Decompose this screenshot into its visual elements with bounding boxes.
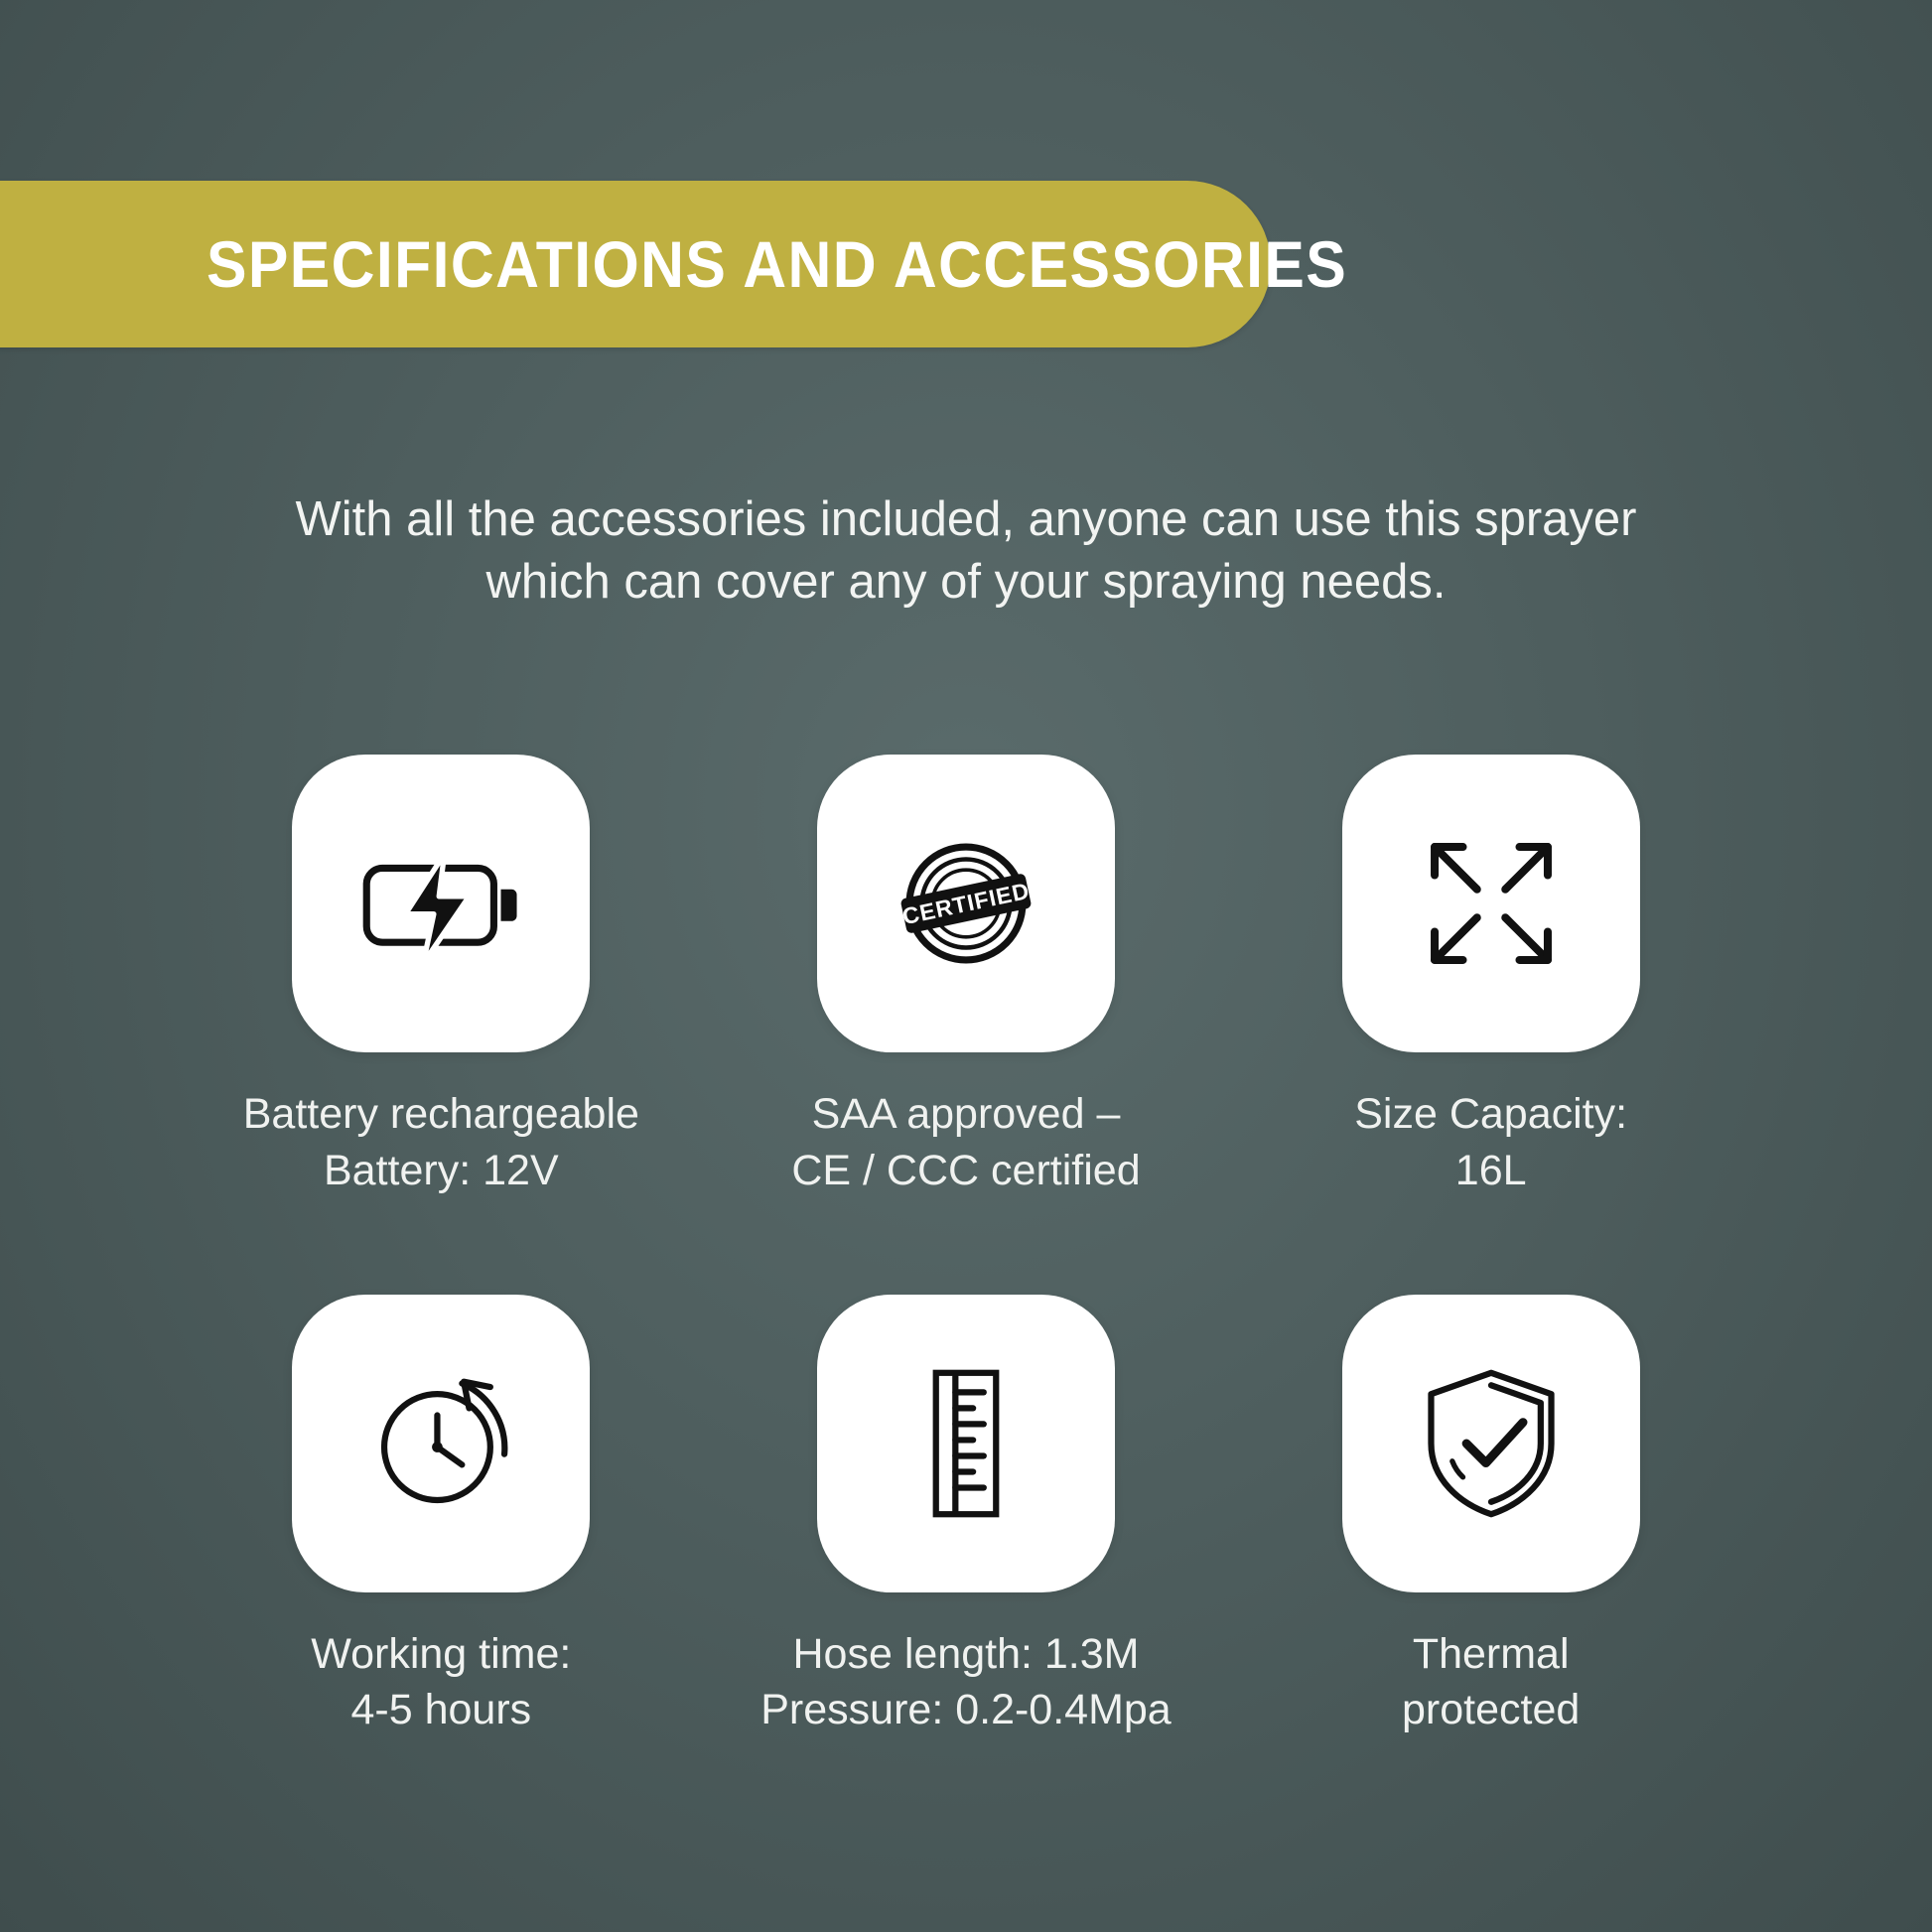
icon-tile-thermal-protection <box>1342 1295 1640 1592</box>
caption-line-2: Battery: 12V <box>324 1146 559 1194</box>
feature-item-hose-length <box>704 1295 1229 1739</box>
caption-line-1: SAA approved – <box>811 1090 1121 1138</box>
feature-caption-hose-length <box>760 1626 1171 1739</box>
caption-line-2: Pressure: 0.2-0.4Mpa <box>760 1686 1172 1734</box>
certified-stamp-icon <box>878 815 1054 992</box>
feature-grid <box>179 755 1753 1738</box>
battery-charging-icon <box>352 815 529 992</box>
feature-item-certification <box>704 755 1229 1199</box>
caption-line-1: Working time: <box>311 1629 572 1678</box>
svg-text:CERTIFIED: CERTIFIED <box>899 877 1033 930</box>
feature-caption-certification <box>791 1086 1140 1199</box>
caption-line-1: Thermal <box>1412 1629 1570 1678</box>
caption-line-2: CE / CCC certified <box>791 1146 1141 1194</box>
intro-paragraph <box>0 488 1932 613</box>
caption-line-2: protected <box>1402 1686 1581 1734</box>
caption-line-1: Size Capacity: <box>1354 1090 1628 1138</box>
ruler-icon <box>878 1355 1054 1532</box>
feature-caption-battery <box>243 1086 639 1199</box>
caption-line-1: Battery rechargeable <box>242 1090 639 1138</box>
feature-item-working-time <box>179 1295 704 1739</box>
feature-item-size-capacity <box>1228 755 1753 1199</box>
icon-tile-size-capacity <box>1342 755 1640 1052</box>
shield-check-icon <box>1403 1355 1580 1532</box>
expand-arrows-icon <box>1403 815 1580 992</box>
icon-tile-battery <box>292 755 590 1052</box>
feature-item-battery <box>179 755 704 1199</box>
clock-rotate-icon <box>352 1355 529 1532</box>
page-title: SPECIFICATIONS AND ACCESSORIES <box>207 227 1348 301</box>
feature-caption-working-time <box>311 1626 571 1739</box>
caption-line-1: Hose length: 1.3M <box>792 1629 1140 1678</box>
icon-tile-hose-length <box>817 1295 1115 1592</box>
feature-item-thermal-protection <box>1228 1295 1753 1739</box>
caption-line-2: 16L <box>1454 1146 1527 1194</box>
icon-tile-certification <box>817 755 1115 1052</box>
icon-tile-working-time <box>292 1295 590 1592</box>
feature-caption-thermal-protection <box>1402 1626 1580 1739</box>
section-header-banner <box>0 181 1348 347</box>
feature-caption-size-capacity <box>1354 1086 1627 1199</box>
intro-line-2: which can cover any of your spraying needs. <box>485 554 1447 609</box>
caption-line-2: 4-5 hours <box>350 1686 532 1734</box>
intro-line-1: With all the accessories included, anyone can use this sprayer <box>295 492 1637 546</box>
